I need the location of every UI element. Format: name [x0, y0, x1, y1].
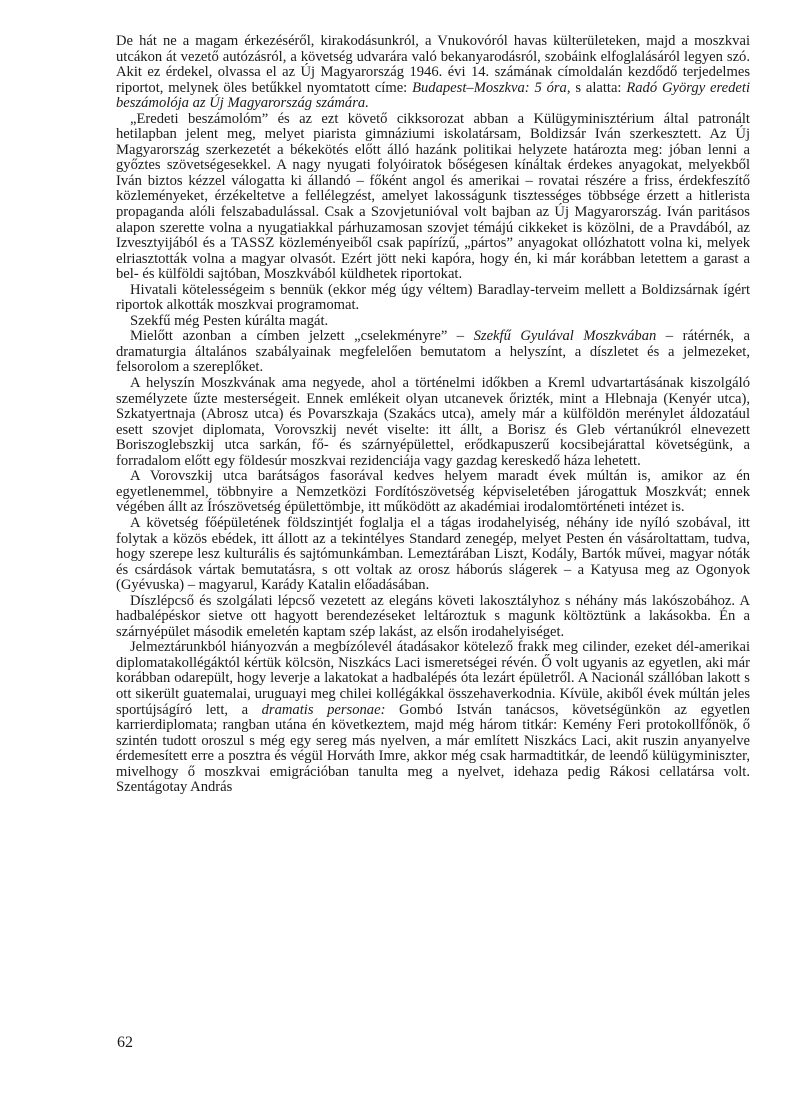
page-number: 62 — [117, 1034, 133, 1051]
italic-text: Budapest–Moszkva: 5 óra, — [412, 79, 571, 96]
text-run: Hivatali kötelességeim s bennük (ekkor még úgy véltem) Baradlay-terveim mellett a Boldizsárnak ígért riportok alkották moszkvai programomat. — [116, 281, 750, 314]
text-run: A Vorovszkij utca barátságos fasorával kedves helyem maradt évek múltán is, amikor az én egyetlenemmel, többnyire a Nemzetközi Fordítószövetség képviseletében járogattuk Moszkvát; ennek végében állt az Írószövetség épülettömbje, itt működött az akadémiai irodalomtörténeti intézet is. — [116, 468, 750, 516]
text-run: A követség főépületének földszintjét foglalja el a tágas irodahelyiség, néhány ide nyíló szobával, itt folytak a közös ebédek, itt állott az a tekintélyes Standard zenegép, melyet Pesten én vásároltattam, tudva, hogy szerepe lesz kulturális és sajtómunkámban. Lemeztárában Liszt, Kodály, Bartók művei, magyar nóták és csárdások vártak bemutatásra, s ott voltak az orosz háborús slágerek – a Katyusa meg az Ogonyok (Gyévuska) – magyarul, Karády Katalin előadásában. — [116, 514, 750, 594]
paragraph — [116, 469, 750, 516]
text-run: De hát ne a magam érkezéséről, kirakodásunkról, a Vnukovóról havas külterületeken, majd a moszkvai utcákon át vezető autózásról, a követség udvarára való bekanyarodásról, szobáink elfoglalásáról legyen szó. Akit ez érdekel, olvassa el az Új Magyarország 1946. évi 14. számának címoldalán kezdődő terjedelmes riportot, melynek öles betűkkel nyomtatott címe: — [116, 33, 750, 96]
paragraph — [116, 594, 750, 641]
paragraph — [116, 376, 750, 469]
text-run: Díszlépcső és szolgálati lépcső vezetett az elegáns követi lakosztályhoz s néhány más lakószobához. A hadbalépéskor sietve ott hagyott berendezéseket leltároztuk s magunk költöztünk a lakásokba. Én a szárnyépület második emeletén kaptam szép lakást, az elsőn irodahelyiséget. — [116, 592, 750, 640]
paragraph — [116, 516, 750, 594]
paragraph — [116, 329, 750, 376]
paragraph — [116, 34, 750, 112]
page-body — [116, 34, 750, 796]
text-run: Gombó István tanácsos, követségünkön az egyetlen karrierdiplomata; rangban utána én következtem, majd még három titkár: Kemény Feri protokollfőnök, ő szintén tudott oroszul s még egy sereg más nyelven, a már említett Niszkács Laci, akit ruszin anyanyelve érdemesített erre a posztra és végül Horváth Imre, akkor még csak harmadtitkár, de leendő külügyminiszter, mivelhogy ő moszkvai emigrációban tanulta meg a nyelvet, idehaza pedig Rákosi cellatársa volt. Szentágotay András — [116, 701, 750, 796]
text-run: s alatta: — [570, 79, 627, 96]
text-run: Mielőtt azonban a címben jelzett „cselekményre” – — [130, 328, 474, 345]
text-run: „Eredeti beszámolóm” és az ezt követő cikksorozat abban a Külügyminisztérium által patronált hetilapban jelent meg, melyet piarista gimnáziumi iskolatársam, Boldizsár Iván szerkesztett. Az Új Magyarország szerkezetét a békekötés előtt álló hazánk politikai helyzete határozta meg: jóban lenni a győztes szövetségesekkel. A nagy nyugati folyóiratok bőségesen kínáltak érdekes anyagokat, melyekből Iván biztos kézzel válogatta ki állandó – főként angol és amerikai – rovatai részére a friss, érdekfeszítő közleményeket, érzékeltetve a fellélegzést, amelyet lakosságunk tisztességes többsége érzett a hitlerista propaganda alóli felszabadulással. Csak a Szovjetunióval volt bajban az Új Magyarország. Iván paritásos alapon szerette volna a nyugatiakkal párhuzamosan szovjet témájú cikkeket is közölni, de a Pravdából, az Izvesztyijából és a TASSZ közleményeiből csak papírízű, „pártos” anyagokat ollózhatott volna ki, melyek elriasztották volna a magyar olvasót. Ezért jött neki kapóra, hogy én, ki már korábban letettem a garast a bel- és külföldi sajtóban, Moszkvából küldhetek riportokat. — [116, 110, 750, 283]
text-run: Jelmeztárunkból hiányozván a megbízólevél átadásakor kötelező frakk meg cilinder, ezeket dél-amerikai diplomatakollégáktól kértük kölcsön, Niszkács Laci ismeretségei révén. Ő volt ugyanis az egyetlen, aki már korábban odarepült, hogy leverje a lakatokat a hadbalépés óta lezárt épületről. A Nacionál szállóban lakott s ott sikerült guatemalai, uruguayi meg chilei kollégákkal összehaverkodnia. Kívüle, akiből évek múltán jeles sportújságíró lett, a — [116, 639, 750, 718]
italic-text: dramatis personae: — [261, 701, 386, 718]
text-run: Szekfű még Pesten kúrálta magát. — [130, 312, 329, 329]
text-run: – rátérnék, a dramaturgia általános szabályainak megfelelően bemutatom a helyszínt, a díszletet és a jelmezeket, felsorolom a szereplőket. — [116, 328, 751, 376]
italic-text: Radó György eredeti beszámolója az Új Magyarország számára. — [116, 79, 750, 112]
text-run: A helyszín Moszkvának ama negyede, ahol a történelmi időkben a Kreml udvartartásának kiszolgáló személyzete űzte mesterségeit. Ennek emlékeit olyan utcanevek őrizték, mint a Hlebnaja (Kenyér utca), Szkatyertnaja (Abrosz utca) és Povarszkaja (Szakács utca), amely már a külföldön merénylet áldozatául esett szovjet diplomata, Vorovszkij nevét viselte: itt állt, a Borisz és Gleb vértanúkról elnevezett Boriszoglebszkij utca sarkán, fő- és szárnyépülettel, erődkapuszerű kocsibejárattal követségünk, a forradalom előtt egy földesúr moszkvai rezidenciája vagy gazdag kereskedő háza lehetett. — [116, 375, 750, 469]
paragraph — [116, 283, 750, 314]
paragraph — [116, 112, 750, 283]
paragraph — [116, 640, 750, 795]
italic-text: Szekfű Gyulával Moszkvában — [473, 328, 657, 345]
paragraph — [116, 314, 750, 330]
